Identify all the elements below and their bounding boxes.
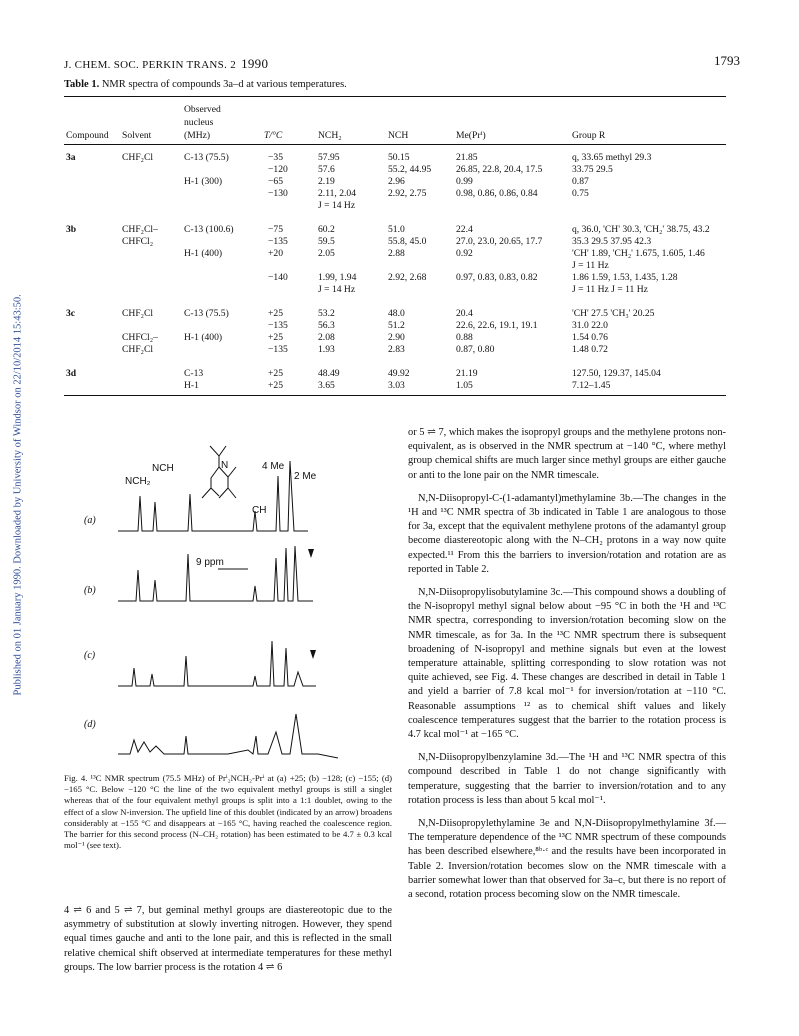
cell-nucleus: H-1 (400) — [184, 248, 223, 259]
cell-group: 'CH' 27.5 'CH₃' 20.25 — [572, 308, 655, 319]
table-bottom-rule — [64, 395, 726, 396]
cell-temp: −135 — [268, 344, 288, 355]
col-header-temp: T/°C — [264, 130, 283, 141]
cell-compound: 3a — [66, 152, 76, 163]
cell-nch2: 48.49 — [318, 368, 340, 379]
cell-nch2: 2.05 — [318, 248, 335, 259]
figure-caption: Fig. 4. ¹³C NMR spectrum (75.5 MHz) of Prⁱ₂NCH₂-Prⁱ at (a) +25; (b) −128; (c) −155; (d) −165 °C. Below −120 °C the line of the two equivalent methyl groups is still a singlet whereas that of the four equivalent methyl groups is split into a 1:1 doublet, owing to the effect of a slow N-inversion. The upfield line of this doublet (indicated by an arrow) broadens considerably at −155 °C and disappears at −165 °C, having reached the coalescence region. The barrier for this second process (N–CH₂ rotation) has been estimated to be 4.7 ± 0.3 kcal mol⁻¹ (see text). — [64, 773, 392, 851]
arrow-b — [308, 549, 314, 558]
cell-me: 21.19 — [456, 368, 478, 379]
cell-group: q, 36.0, 'CH' 30.3, 'CH₂' 38.75, 43.2 — [572, 224, 710, 235]
cell-group: J = 11 Hz — [572, 260, 609, 271]
panel-label-b: (b) — [84, 585, 96, 596]
panel-label-a: (a) — [84, 515, 96, 526]
cell-solvent: CHF₂Cl — [122, 344, 154, 355]
label-ch: CH — [252, 505, 267, 516]
cell-group: 1.86 1.59, 1.53, 1.435, 1.28 — [572, 272, 678, 283]
cell-temp: −35 — [268, 152, 284, 163]
page-number: 1793 — [714, 53, 740, 68]
cell-nch: 2.92, 2.75 — [388, 188, 427, 199]
cell-nucleus: C-13 (100.6) — [184, 224, 234, 235]
cell-temp: −140 — [268, 272, 288, 283]
cell-nucleus: H-1 — [184, 380, 199, 391]
table-caption — [64, 79, 347, 90]
paragraph-3c: N,N-Diisopropylisobutylamine 3c.—This compound shows a doubling of the N-isopropyl methyl signal below about −95 °C in both the ¹H and ¹³C NMR spectra, corresponding to inversion/rotation becoming slow on the NMR timescale, as for 3a. In the ¹³C NMR spectrum there is subsequent broadening of N-isopropyl and methine signals but even at the lowest temperature attainable, splitting corresponding to slow rotation was not quite achieved, see Fig. 4. These changes are described in detail in Table 1 and yield a barrier of 7.8 kcal mol⁻¹ for inversion/rotation at −110 °C. Reasonable assumptions ¹² as to chemical shift values and likely coalescence temperatures suggest that the barrier to the rotation process is 4.7 kcal mol⁻¹ at −165 °C. — [408, 587, 726, 741]
cell-temp: +25 — [268, 308, 284, 319]
cell-nch2: 1.93 — [318, 344, 335, 355]
arrow-c — [310, 650, 316, 659]
cell-nch2: 56.3 — [318, 320, 335, 331]
cell-nch: 55.8, 45.0 — [388, 236, 427, 247]
cell-solvent: CHF₂Cl — [122, 152, 154, 163]
cell-nch2: 57.6 — [318, 164, 335, 175]
cell-nch: 49.92 — [388, 368, 410, 379]
cell-me: 0.98, 0.86, 0.86, 0.84 — [456, 188, 538, 199]
left-paragraph: 4 ⇌ 6 and 5 ⇌ 7, but geminal methyl groups are diastereotopic due to the asymmetry of substitution at slowly inverting nitrogen. However, they spend equal times gauche and anti to the lone pair, and this is reflected in the small relative chemical shift observed at intermediate temperatures for these methyl groups. The low barrier process is the rotation 4 ⇌ 6 — [64, 905, 392, 973]
paragraph-3e-3f: N,N-Diisopropylethylamine 3e and N,N-Diisopropylmethylamine 3f.—The temperature dependence of the ¹³C NMR spectrum of these compounds has been described elsewhere,⁸ᵇ·ᶜ and the results have been incorporated in Table 2. Inversion/rotation becomes slow on the NMR timescale with a barrier somewhat lower than that observed for 3a–c, but there is no report of a second, rotation process becoming slow on the NMR timescale. — [408, 818, 726, 901]
label-4me: 4 Me — [262, 461, 285, 472]
cell-group: 127.50, 129.37, 145.04 — [572, 368, 661, 379]
paragraph-3d: N,N-Diisopropylbenzylamine 3d.—The ¹H and ¹³C NMR spectra of this compound described in Table 1 do not change significantly with temperature, suggesting that the barrier to inversion/rotation and to any rotation process is less than about 5 kcal mol⁻¹. — [408, 752, 726, 806]
cell-temp: −120 — [268, 164, 288, 175]
molecule-structure — [202, 446, 236, 498]
cell-nch: 2.83 — [388, 344, 405, 355]
journal-name: J. CHEM. SOC. PERKIN TRANS. 2 — [64, 59, 236, 71]
cell-nch: 50.15 — [388, 152, 410, 163]
col-header-nucleus-1: Observed — [184, 104, 221, 115]
cell-nch: 3.03 — [388, 380, 405, 391]
cell-nucleus: H-1 (400) — [184, 332, 223, 343]
cell-solvent: CHFCl₂ — [122, 236, 154, 247]
cell-compound: 3d — [66, 368, 77, 379]
cell-nucleus: C-13 (75.5) — [184, 152, 229, 163]
cell-temp: +20 — [268, 248, 284, 259]
cell-nch2: 2.11, 2.04 — [318, 188, 357, 199]
cell-nch: 48.0 — [388, 308, 405, 319]
label-nch: NCH — [152, 463, 174, 474]
cell-nch: 55.2, 44.95 — [388, 164, 432, 175]
cell-group: 33.75 29.5 — [572, 164, 613, 175]
cell-nch: 2.96 — [388, 176, 405, 187]
journal-year: 1990 — [241, 56, 269, 71]
cell-solvent: CHF₂Cl — [122, 308, 154, 319]
cell-temp: +25 — [268, 332, 284, 343]
table-top-rule — [64, 96, 726, 97]
label-2me: 2 Me — [294, 471, 317, 482]
cell-nucleus: C-13 (75.5) — [184, 308, 229, 319]
col-header-nucleus-2: nucleus — [184, 117, 214, 128]
col-header-nch: NCH — [388, 130, 409, 141]
cell-group: 1.48 0.72 — [572, 344, 608, 355]
left-column-text — [64, 904, 392, 984]
table-caption-text: NMR spectra of compounds 3a–d at various temperatures. — [101, 79, 347, 90]
cell-nucleus: C-13 — [184, 368, 204, 379]
cell-temp: −135 — [268, 236, 288, 247]
col-header-group: Group R — [572, 130, 606, 141]
cell-me: 0.97, 0.83, 0.83, 0.82 — [456, 272, 538, 283]
cell-temp: +25 — [268, 368, 284, 379]
cell-solvent: CHFCl₂– — [122, 332, 158, 343]
cell-me: 0.99 — [456, 176, 473, 187]
cell-nch: 51.2 — [388, 320, 405, 331]
right-column-text — [408, 426, 726, 911]
cell-me: 20.4 — [456, 308, 473, 319]
cell-group: 'CH' 1.89, 'CH₂' 1.675, 1.605, 1.46 — [572, 248, 705, 259]
spectrum-d — [118, 714, 338, 758]
cell-temp: −65 — [268, 176, 284, 187]
cell-temp: −135 — [268, 320, 288, 331]
cell-nch2: J = 14 Hz — [318, 284, 356, 295]
panel-label-c: (c) — [84, 650, 96, 661]
table-caption-label: Table 1. — [64, 79, 100, 90]
label-scale: 9 ppm — [196, 557, 224, 568]
cell-me: 1.05 — [456, 380, 473, 391]
cell-me: 0.92 — [456, 248, 473, 259]
cell-nch: 51.0 — [388, 224, 405, 235]
cell-nch: 2.90 — [388, 332, 405, 343]
cell-nch: 2.92, 2.68 — [388, 272, 427, 283]
cell-group: 1.54 0.76 — [572, 332, 608, 343]
download-watermark: Published on 01 January 1990. Downloaded by University of Windsor on 22/10/2014 15:43:50. — [12, 294, 24, 696]
col-header-nucleus-3: (MHz) — [184, 130, 211, 141]
cell-nch2: 2.08 — [318, 332, 335, 343]
cell-me: 27.0, 23.0, 20.65, 17.7 — [456, 236, 543, 247]
label-nch2: NCH₂ — [125, 476, 151, 487]
cell-group: 35.3 29.5 37.95 42.3 — [572, 236, 652, 247]
cell-nch2: 2.19 — [318, 176, 335, 187]
cell-solvent: CHF₂Cl– — [122, 224, 158, 235]
col-header-me: Me(Prⁱ) — [456, 130, 486, 141]
cell-nch: 2.88 — [388, 248, 405, 259]
col-header-compound: Compound — [66, 130, 109, 141]
spectrum-b — [118, 546, 313, 601]
cell-nch2: 59.5 — [318, 236, 335, 247]
cell-nch2: J = 14 Hz — [318, 200, 356, 211]
cell-nch2: 1.99, 1.94 — [318, 272, 357, 283]
cell-group: 0.75 — [572, 188, 589, 199]
cell-temp: +25 — [268, 380, 284, 391]
panel-label-d: (d) — [84, 719, 96, 730]
cell-temp: −75 — [268, 224, 284, 235]
cell-group: 7.12–1.45 — [572, 380, 611, 391]
cell-compound: 3b — [66, 224, 77, 235]
cell-group: q, 33.65 methyl 29.3 — [572, 152, 652, 163]
cell-nucleus: H-1 (300) — [184, 176, 223, 187]
running-header — [64, 56, 268, 72]
paragraph-3b: N,N-Diisopropyl-C-(1-adamantyl)methylamine 3b.—The changes in the ¹H and ¹³C NMR spectra of 3b indicated in Table 1 are analogous to those for 3a, except that the equivalent methylene protons of the adamantyl group become diastereotopic along with the N–CH₂ protons in a way now quite expected.¹¹ From this the barriers to inversion/rotation and rotation are as reported in Table 2. — [408, 492, 726, 575]
col-header-nch2: NCH₂ — [318, 130, 342, 141]
cell-compound: 3c — [66, 308, 76, 319]
cell-nch2: 57.95 — [318, 152, 340, 163]
table-header-rule — [64, 144, 726, 145]
cell-me: 21.85 — [456, 152, 478, 163]
cell-group: J = 11 Hz J = 11 Hz — [572, 284, 648, 295]
cell-me: 22.4 — [456, 224, 473, 235]
cell-me: 0.88 — [456, 332, 473, 343]
cell-nch2: 3.65 — [318, 380, 335, 391]
cell-me: 0.87, 0.80 — [456, 344, 495, 355]
col-header-solvent: Solvent — [122, 130, 152, 141]
cell-temp: −130 — [268, 188, 288, 199]
cell-nch2: 53.2 — [318, 308, 335, 319]
paragraph-continuation: or 5 ⇌ 7, which makes the isopropyl groups and the methylene protons non-equivalent, as is observed in the NMR spectrum at −140 °C, where methyl group chemical shifts are much larger since methyl groups are either gauche or anti to the lone pair on the NMR timescale. — [408, 427, 726, 481]
label-n: N — [221, 460, 229, 471]
cell-me: 22.6, 22.6, 19.1, 19.1 — [456, 320, 538, 331]
cell-nch2: 60.2 — [318, 224, 335, 235]
spectrum-c — [118, 641, 316, 686]
cell-group: 0.87 — [572, 176, 589, 187]
cell-group: 31.0 22.0 — [572, 320, 608, 331]
cell-me: 26.85, 22.8, 20.4, 17.5 — [456, 164, 543, 175]
